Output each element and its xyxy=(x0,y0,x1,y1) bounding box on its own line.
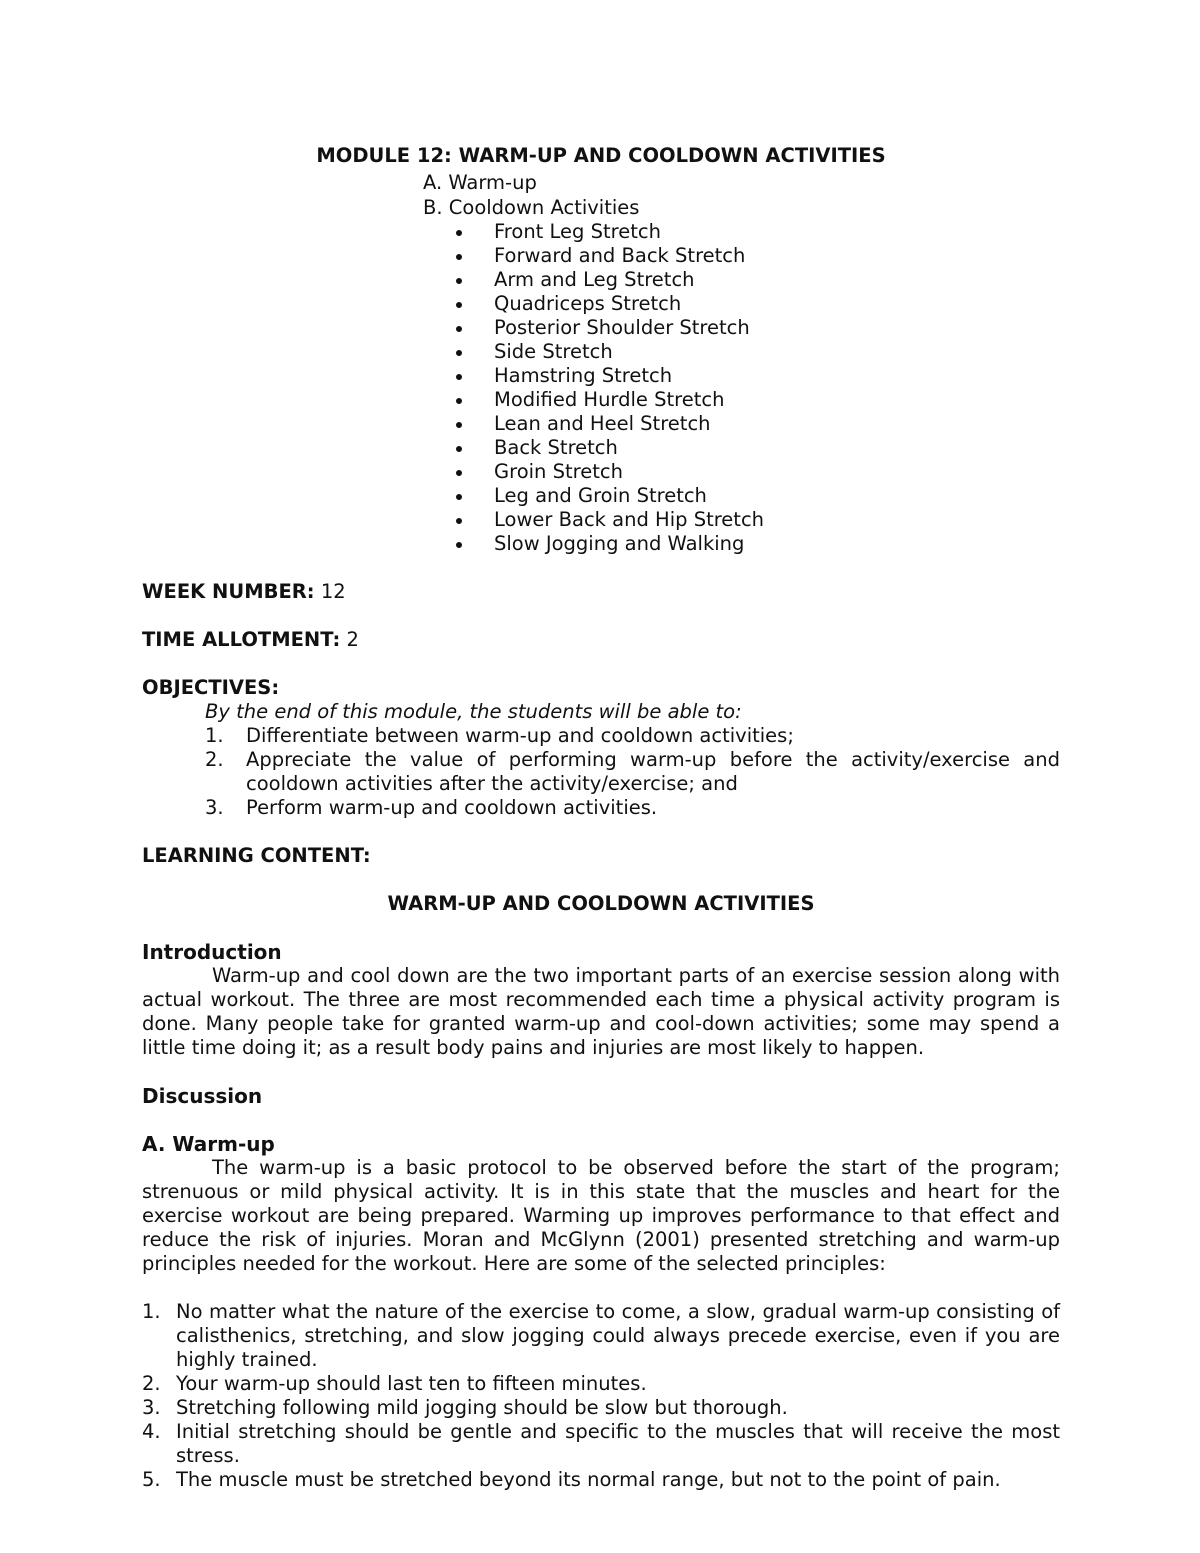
bullet-icon xyxy=(456,374,462,380)
cooldown-list xyxy=(142,220,1060,556)
list-item: Modified Hurdle Stretch xyxy=(453,388,1060,412)
list-item: Hamstring Stretch xyxy=(453,364,1060,388)
principles-list xyxy=(142,1300,1060,1492)
week-number xyxy=(142,580,1060,604)
objectives-intro: By the end of this module, the students will be able to: xyxy=(205,700,742,723)
objectives-list xyxy=(142,724,1060,820)
learning-content-heading: LEARNING CONTENT: xyxy=(142,844,371,867)
discussion-heading: Discussion xyxy=(142,1084,263,1108)
bullet-icon xyxy=(456,494,462,500)
list-item: Leg and Groin Stretch xyxy=(453,484,1060,508)
list-item: 1. No matter what the nature of the exercise to come, a slow, gradual warm-up consisting of calisthenics, stretching, and slow jogging could always precede exercise, even if you are highly trained. xyxy=(142,1300,1060,1371)
list-item: Back Stretch xyxy=(453,436,1060,460)
bullet-icon xyxy=(456,350,462,356)
bullet-icon xyxy=(456,326,462,332)
list-item: 2. Appreciate the value of performing warm-up before the activity/exercise and cooldown activities after the activity/exercise; and xyxy=(205,748,1060,795)
list-item: Groin Stretch xyxy=(453,460,1060,484)
list-item: 2. Your warm-up should last ten to fifteen minutes. xyxy=(142,1372,647,1395)
bullet-icon xyxy=(456,470,462,476)
bullet-icon xyxy=(456,518,462,524)
topic-b: B. Cooldown Activities xyxy=(423,196,640,219)
introduction-paragraph: Warm-up and cool down are the two important parts of an exercise session along with actual workout. The three are most recommended each time a physical activity program is done. Many people take for granted warm-up and cool-down activities; some may spend a little time doing it; as a result body pains and injuries are most likely to happen. xyxy=(142,964,1060,1059)
bullet-icon xyxy=(456,302,462,308)
module-title: MODULE 12: WARM-UP AND COOLDOWN ACTIVITIES xyxy=(316,144,886,167)
list-item: Quadriceps Stretch xyxy=(453,292,1060,316)
bullet-icon xyxy=(456,254,462,260)
list-item: 3. Stretching following mild jogging should be slow but thorough. xyxy=(142,1396,788,1419)
section-title: WARM-UP AND COOLDOWN ACTIVITIES xyxy=(387,892,815,915)
list-item: 4. Initial stretching should be gentle and specific to the muscles that will receive the most stress. xyxy=(142,1420,1060,1467)
objectives-heading: OBJECTIVES: xyxy=(142,676,280,699)
bullet-icon xyxy=(456,446,462,452)
week-label: WEEK NUMBER: xyxy=(142,580,315,603)
list-item: Side Stretch xyxy=(453,340,1060,364)
bullet-icon xyxy=(456,422,462,428)
bullet-icon xyxy=(456,230,462,236)
time-allotment xyxy=(142,628,1060,652)
bullet-icon xyxy=(456,398,462,404)
bullet-icon xyxy=(456,542,462,548)
list-item: Posterior Shoulder Stretch xyxy=(453,316,1060,340)
list-item: 3. Perform warm-up and cooldown activities. xyxy=(205,796,658,819)
list-item: Lean and Heel Stretch xyxy=(453,412,1060,436)
document-page xyxy=(142,140,1060,1492)
list-item: 1. Differentiate between warm-up and cooldown activities; xyxy=(205,724,794,747)
list-item: Forward and Back Stretch xyxy=(453,244,1060,268)
bullet-icon xyxy=(456,278,462,284)
list-item: Slow Jogging and Walking xyxy=(453,532,1060,556)
warmup-heading: A. Warm-up xyxy=(142,1132,275,1156)
warmup-paragraph: The warm-up is a basic protocol to be observed before the start of the program; strenuous or mild physical activity. It is in this state that the muscles and heart for the exercise workout are being prepared. Warming up improves performance to that effect and reduce the risk of injuries. Moran and McGlynn (2001) presented stretching and warm-up principles needed for the workout. Here are some of the selected principles: xyxy=(142,1156,1060,1275)
week-value: 12 xyxy=(320,580,346,603)
list-item: Arm and Leg Stretch xyxy=(453,268,1060,292)
topic-a: A. Warm-up xyxy=(423,171,537,194)
list-item: 5. The muscle must be stretched beyond its normal range, but not to the point of pain. xyxy=(142,1468,1001,1491)
list-item: Lower Back and Hip Stretch xyxy=(453,508,1060,532)
introduction-heading: Introduction xyxy=(142,940,282,964)
list-item: Front Leg Stretch xyxy=(453,220,1060,244)
time-label: TIME ALLOTMENT: xyxy=(142,628,341,651)
time-value: 2 xyxy=(346,628,359,651)
